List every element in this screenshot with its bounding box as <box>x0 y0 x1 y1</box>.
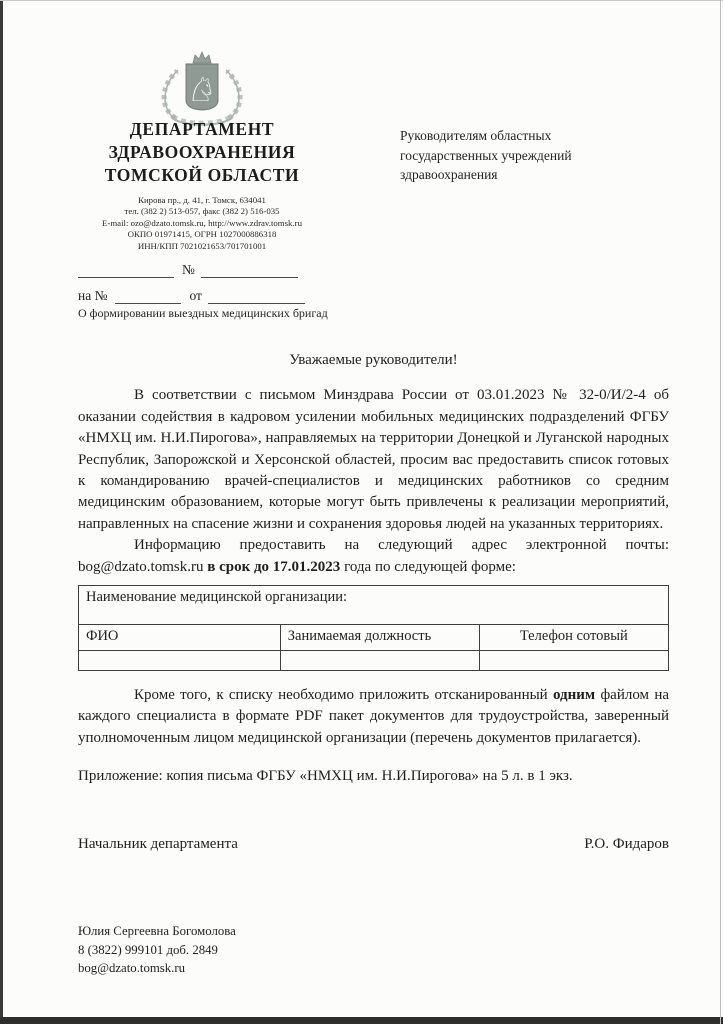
response-form-table <box>78 585 669 671</box>
org-name-cell: Наименование медицинской организации: <box>79 586 669 625</box>
incoming-date-blank <box>208 288 305 304</box>
reference-lines <box>78 252 318 304</box>
col-header-fio: ФИО <box>79 625 281 651</box>
ot-label: от <box>189 288 202 303</box>
p2-text-start: Информацию предоставить на следующий адрес электронной почты: bog@dzato.tomsk.ru <box>78 537 669 575</box>
svg-text:♘: ♘ <box>187 70 217 109</box>
outgoing-date-blank <box>78 262 174 278</box>
signature-row <box>78 834 669 855</box>
na-number-label: на № <box>78 288 108 303</box>
scan-edge-right <box>720 0 721 1024</box>
table-row-org <box>79 586 669 625</box>
table-row-headers <box>79 625 669 651</box>
body-paragraph-1: В соответствии с письмом Минздрава России от 03.01.2023 № 32-0/И/2-4 об оказании содействия в кадровом усилении мобильных медицинских подразделений ФГБУ «НМХЦ им. Н.И.Пирогова», направляемых на территории Донецкой и Луганской народных Республик, Запорожской и Херсонской областей, просим вас предоставить список готовых к командированию врачей-специалистов и медицинских работников со средним медицинским образованием, которые могут быть привлечены к реализации мероприятий, направленных на спасение жизни и сохранения здоровья людей на указанных территориях. <box>78 387 669 532</box>
executor-name: Юлия Сергеевна Богомолова <box>78 924 236 939</box>
org-address: Кирова пр., д. 41, г. Томск, 634041 <box>138 195 266 205</box>
outgoing-ref-row <box>78 252 318 278</box>
col-header-phone: Телефон сотовый <box>479 625 668 651</box>
letterhead-contacts <box>52 195 352 252</box>
outgoing-number-blank <box>201 262 298 278</box>
letter-body <box>78 350 669 978</box>
table-row-empty <box>79 651 669 671</box>
scan-edge-top <box>0 0 723 1</box>
org-inn-kpp: ИНН/КПП 7021021653/701701001 <box>137 240 267 251</box>
incoming-number-blank <box>115 288 181 304</box>
col-header-position: Занимаемая должность <box>280 625 479 651</box>
salutation: Уважаемые руководители! <box>289 352 458 368</box>
org-name-line3: ТОМСКОЙ ОБЛАСТИ <box>104 165 300 185</box>
incoming-ref-row <box>78 278 318 304</box>
body-paragraph-2 <box>78 535 669 578</box>
attachment-line: Приложение: копия письма ФГБУ «НМХЦ им. Н.И.Пирогова» на 5 л. в 1 экз. <box>78 768 573 785</box>
org-email-web: E-mail: ozo@dzato.tomsk.ru, http://www.zdrav.tomsk.ru <box>102 217 302 228</box>
p2-deadline-bold: в срок до 17.01.2023 <box>207 558 341 575</box>
addressee-line2: государственных учреждений <box>400 147 572 163</box>
number-sign-label: № <box>182 262 195 277</box>
p3-text-start: Кроме того, к списку необходимо приложить отсканированный <box>134 687 553 704</box>
p3-text-end: файлом на каждого специалиста в формате PDF пакет документов для трудоустройства, заверенный уполномоченным лицом медицинской организации (перечень документов прилагается). <box>78 687 669 746</box>
org-name-block <box>60 118 344 187</box>
signer-position: Начальник департамента <box>78 835 238 852</box>
executor-email: bog@dzato.tomsk.ru <box>78 961 186 976</box>
org-name-line2: ЗДРАВООХРАНЕНИЯ <box>108 142 296 162</box>
empty-cell-position <box>280 651 479 671</box>
letter-subject: О формировании выездных медицинских бригад <box>78 306 328 320</box>
empty-cell-fio <box>79 651 281 671</box>
p3-odnim-bold: одним <box>552 687 596 704</box>
p2-text-end: года по следующей форме: <box>340 558 516 575</box>
addressee-block <box>400 126 635 185</box>
org-okpo-ogrn: ОКПО 01971415, ОГРН 1027000886318 <box>127 229 277 240</box>
addressee-line1: Руководителям областных <box>400 128 552 143</box>
executor-block <box>78 922 669 978</box>
body-paragraph-3 <box>78 685 669 749</box>
org-name-line1: ДЕПАРТАМЕНТ <box>129 119 275 139</box>
org-phone-fax: тел. (382 2) 513-057, факс (382 2) 516-035 <box>124 206 280 217</box>
scan-edge-left <box>0 0 3 1024</box>
scan-edge-bottom <box>0 1017 723 1024</box>
crown-shape <box>193 52 211 63</box>
empty-cell-phone <box>479 651 668 671</box>
signer-name: Р.О. Фидаров <box>584 835 669 852</box>
executor-phone: 8 (3822) 999101 доб. 2849 <box>78 942 218 957</box>
addressee-line3: здравоохранения <box>400 167 498 182</box>
